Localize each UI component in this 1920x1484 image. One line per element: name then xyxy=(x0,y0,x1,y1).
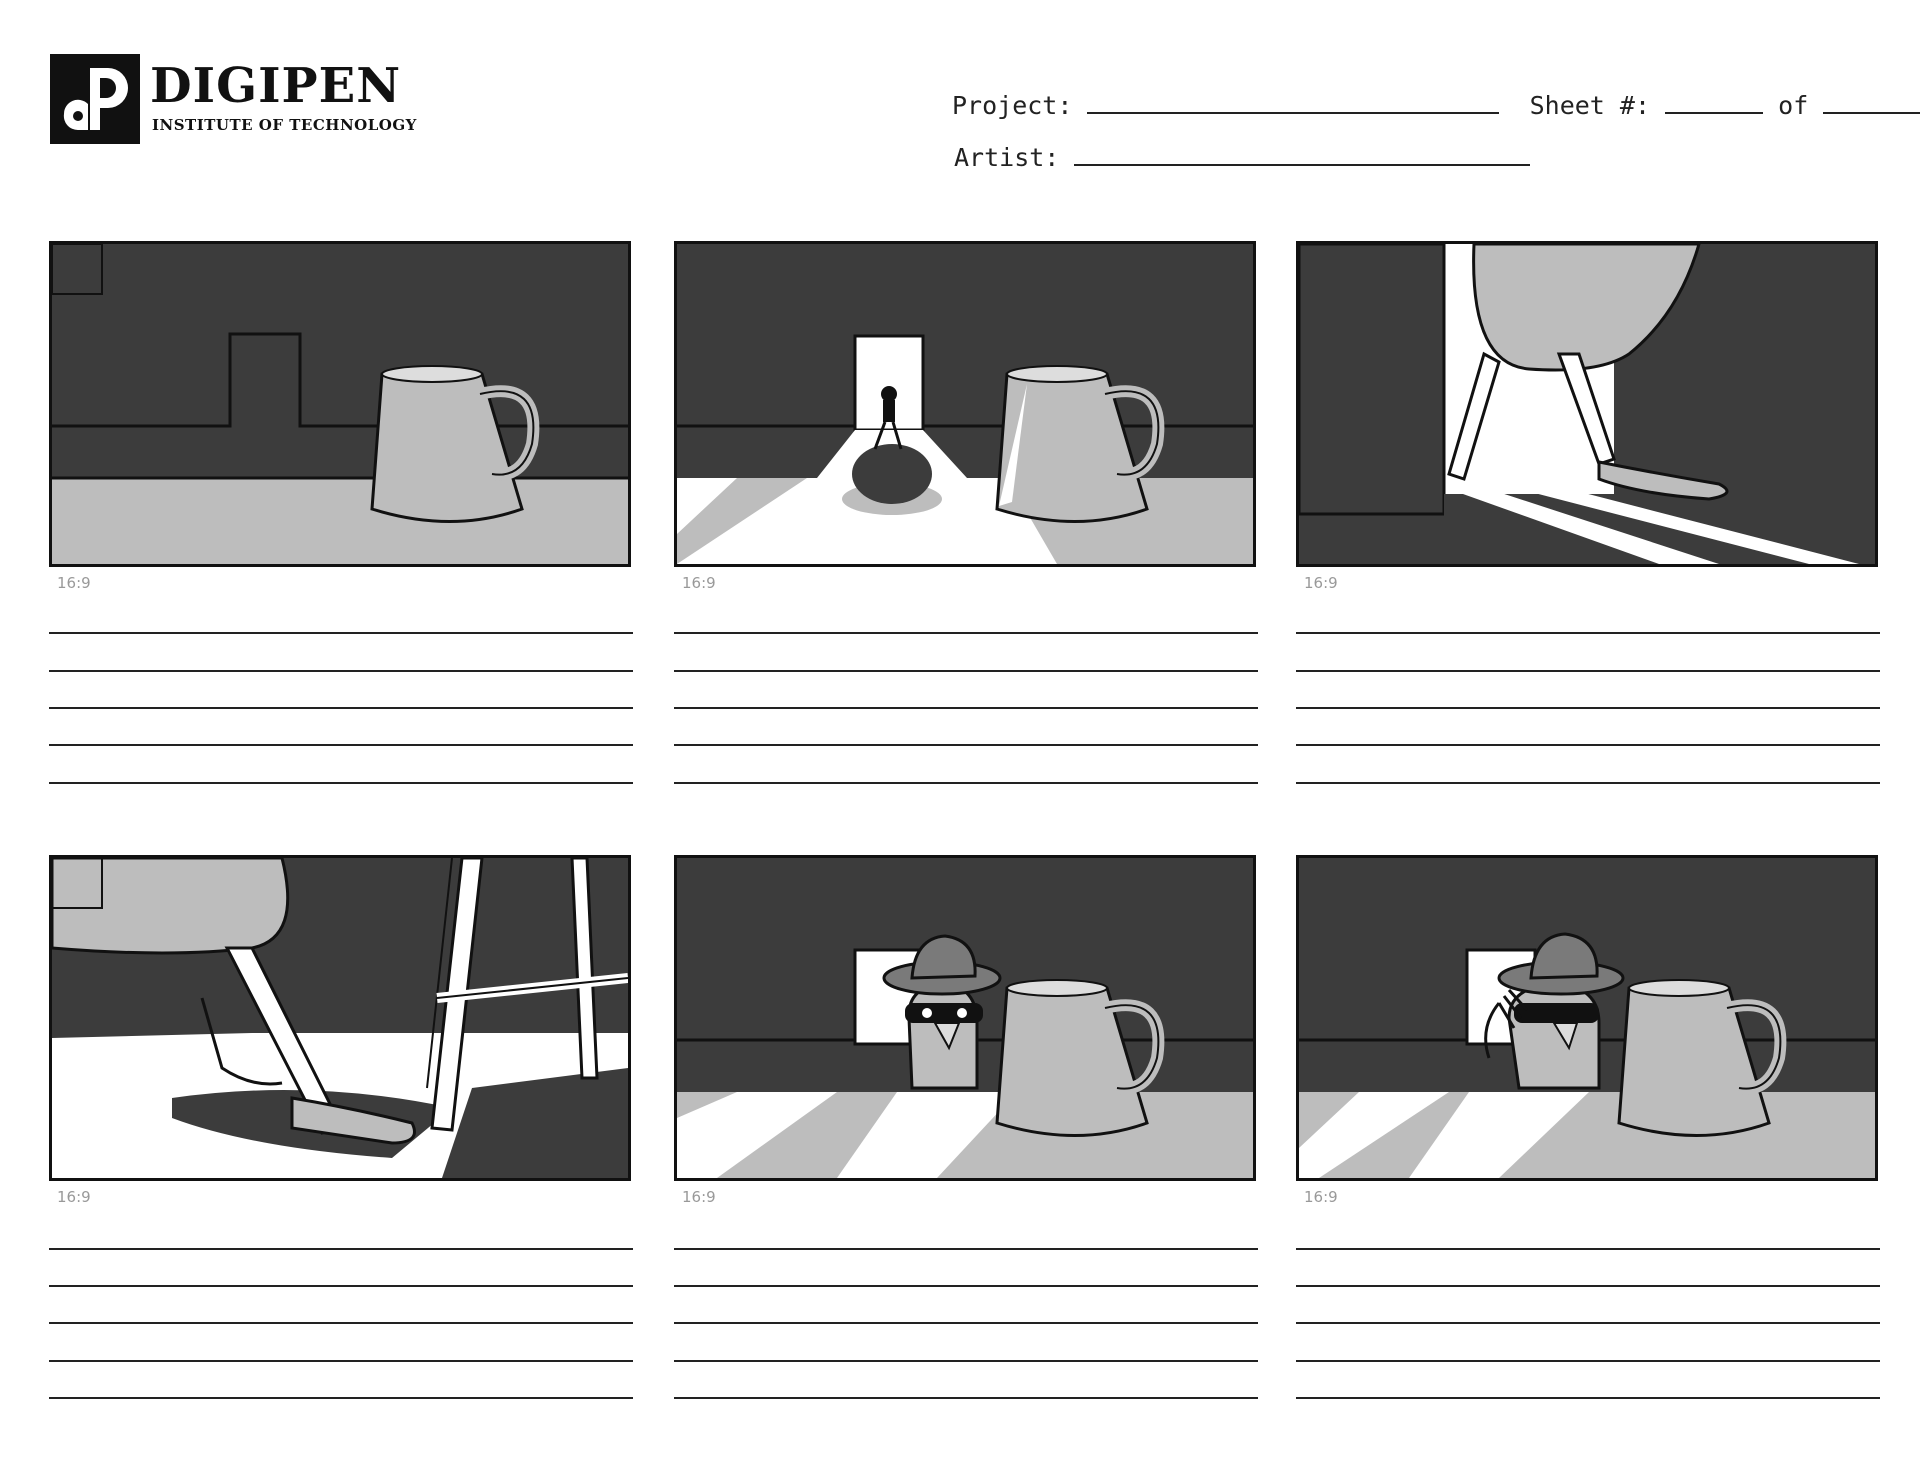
notes-line xyxy=(674,744,1258,746)
digipen-logo-icon xyxy=(50,54,140,144)
notes-line xyxy=(1296,1285,1880,1287)
notes-line xyxy=(49,670,633,672)
notes-line xyxy=(674,632,1258,634)
artist-line xyxy=(954,142,1530,172)
panel-6-drawing xyxy=(1299,858,1875,1178)
logo-wordmark: DIGIPEN xyxy=(150,58,402,114)
panel-2-drawing xyxy=(677,244,1253,564)
panel-3-aspect-label: 16:9 xyxy=(1304,574,1338,592)
storyboard-panel-2 xyxy=(674,241,1256,567)
logo-subtitle: INSTITUTE OF TECHNOLOGY xyxy=(152,116,417,134)
digipen-logo xyxy=(50,54,417,146)
notes-line xyxy=(49,1248,633,1250)
notes-line xyxy=(674,1248,1258,1250)
notes-line xyxy=(1296,632,1880,634)
storyboard-panel-1 xyxy=(49,241,631,567)
of-label: of xyxy=(1778,91,1809,120)
notes-line xyxy=(1296,782,1880,784)
project-line xyxy=(952,90,1920,120)
project-label: Project: xyxy=(952,91,1073,120)
notes-line xyxy=(49,1397,633,1399)
panel-4-aspect-label: 16:9 xyxy=(57,1188,91,1206)
panel-1-drawing xyxy=(52,244,628,564)
notes-line xyxy=(49,1360,633,1362)
sheet-total-field[interactable] xyxy=(1823,90,1920,114)
storyboard-panel-6 xyxy=(1296,855,1878,1181)
notes-line xyxy=(49,1322,633,1324)
notes-line xyxy=(674,782,1258,784)
notes-line xyxy=(1296,1322,1880,1324)
notes-line xyxy=(674,1322,1258,1324)
project-field[interactable] xyxy=(1087,90,1499,114)
artist-field[interactable] xyxy=(1074,142,1530,166)
panel-5-aspect-label: 16:9 xyxy=(682,1188,716,1206)
notes-line xyxy=(49,632,633,634)
panel-3-drawing xyxy=(1299,244,1875,564)
notes-line xyxy=(1296,670,1880,672)
panel-5-drawing xyxy=(677,858,1253,1178)
notes-line xyxy=(1296,1360,1880,1362)
notes-line xyxy=(49,1285,633,1287)
notes-line xyxy=(674,707,1258,709)
notes-line xyxy=(49,707,633,709)
notes-line xyxy=(674,1360,1258,1362)
notes-line xyxy=(49,744,633,746)
notes-line xyxy=(674,1397,1258,1399)
notes-line xyxy=(674,670,1258,672)
sheet-number-field[interactable] xyxy=(1665,90,1763,114)
artist-label: Artist: xyxy=(954,143,1060,172)
storyboard-panel-4 xyxy=(49,855,631,1181)
notes-line xyxy=(49,782,633,784)
panel-4-drawing xyxy=(52,858,628,1178)
storyboard-panel-3 xyxy=(1296,241,1878,567)
notes-line xyxy=(1296,1397,1880,1399)
panel-6-aspect-label: 16:9 xyxy=(1304,1188,1338,1206)
panel-2-aspect-label: 16:9 xyxy=(682,574,716,592)
notes-line xyxy=(1296,1248,1880,1250)
notes-line xyxy=(1296,707,1880,709)
sheet-label: Sheet #: xyxy=(1529,91,1651,120)
storyboard-panel-5 xyxy=(674,855,1256,1181)
panel-1-aspect-label: 16:9 xyxy=(57,574,91,592)
notes-line xyxy=(1296,744,1880,746)
notes-line xyxy=(674,1285,1258,1287)
